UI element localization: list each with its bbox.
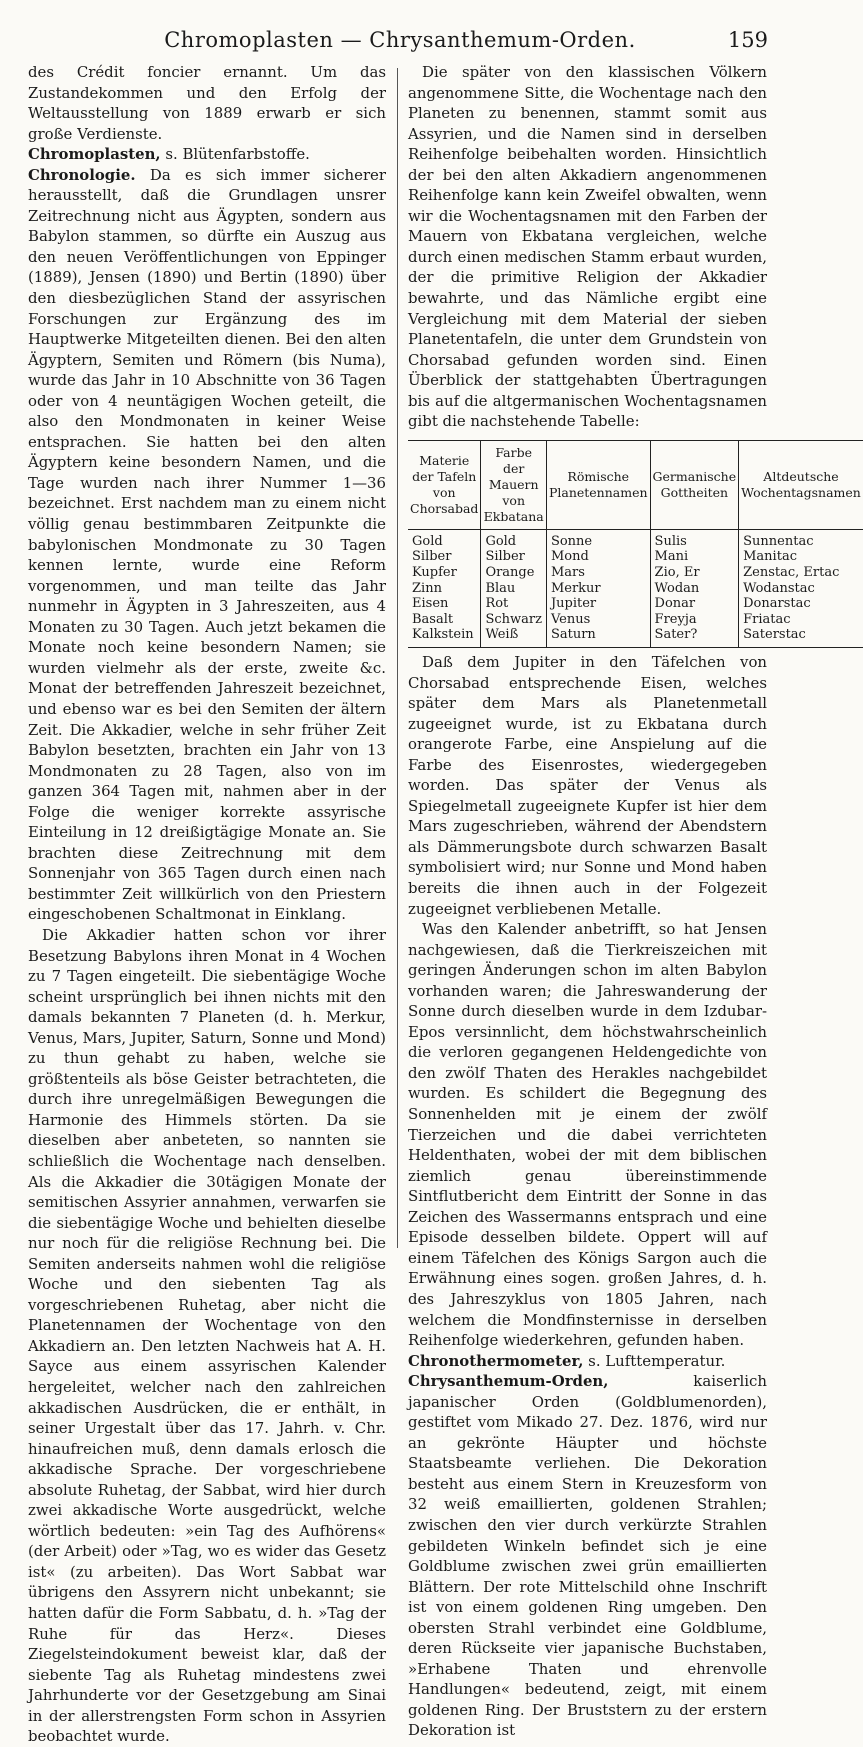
headword: Chronologie. xyxy=(28,165,136,184)
table-row xyxy=(408,529,863,549)
table-cell: Wodanstac xyxy=(739,581,863,597)
headword: Chrysanthemum-Orden, xyxy=(408,1372,609,1391)
table-cell: Schwarz xyxy=(481,612,547,628)
page-number: 159 xyxy=(727,28,768,52)
table-cell: Mani xyxy=(650,549,739,565)
table-row xyxy=(408,549,863,565)
table-cell: Blau xyxy=(481,581,547,597)
table-cell: Sunnentac xyxy=(739,529,863,549)
table-row xyxy=(408,596,863,612)
column-rule xyxy=(397,68,398,1248)
table-cell: Rot xyxy=(481,596,547,612)
paragraph: Die Akkadier hatten schon vor ihrer Besetzung Babylons ihren Monat in 4 Wochen zu 7 Tagen eingeteilt. Die siebentägige Woche scheint ursprünglich bei ihnen nichts mit den damals bekannten 7 Planeten (d. h. Merkur, Venus, Mars, Jupiter, Saturn, Sonne und Mond) zu thun gehabt zu haben, welche sie größtenteils als böse Geister betrachteten, die durch ihre unregelmäßigen Bewegungen die Harmonie des Himmels störten. Da sie dieselben aber anbeteten, so nannten sie schließlich die Wochentage nach denselben. Als die Akkadier die 30tägigen Monate der semitischen Assyrier annahmen, verwarfen sie die siebentägige Woche und behielten dieselbe nur noch für die religiöse Rechnung bei. Die Semiten anderseits nahmen wohl die religiöse Woche und den siebenten Tag als vorgeschriebenen Ruhetag, aber nicht die Planetennamen der Wochentage von den Akkadiern an. Den letzten Nachweis hat A. H. Sayce aus einem assyrischen Kalender hergeleitet, welcher nach den zahlreichen akkadischen Ausdrücken, die er enthält, in seiner Urgestalt über das 17. Jahrh. v. Chr. hinaufreichen muß, denn damals erlosch die akkadische Sprache. Der vorgeschriebene absolute Ruhetag, der Sabbat, wird hier durch zwei akkadische Worte ausgedrückt, welche wörtlich bedeuten: »ein Tag des Aufhörens« (der Arbeit) oder »Tag, wo es wider das Gesetz ist« (zu arbeiten). Das Wort Sabbat war übrigens den Assyrern nicht unbekannt; sie hatten dafür die Form Sabbatu, d. h. »Tag der Ruhe für das Herz«. Dieses Ziegelsteindokument beweist klar, daß der siebente Tag als Ruhetag mindestens zwei Jahrhunderte vor der Gesetzgebung am Sinai in der allerstrengsten Form schon in Assyrien beobachtet wurde. xyxy=(28,925,386,1746)
table-cell: Weiß xyxy=(481,627,547,647)
table-cell: Orange xyxy=(481,565,547,581)
table-header-row xyxy=(408,440,863,529)
table-cell: Freyja xyxy=(650,612,739,628)
table-cell: Mond xyxy=(546,549,650,565)
entry-chrysanthemum-orden: Chrysanthemum-Orden, kaiserlich japanischer Orden (Goldblumenorden), gestiftet vom Mikado 27. Dez. 1876, wird nur an gekrönte Häupter und höchste Staatsbeamte verliehen. Die Dekoration besteht aus einem Stern in Kreuzesform von 32 weiß emaillierten, goldenen Strahlen; zwischen den vier durch verkürzte Strahlen gebildeten Winkeln befindet sich je eine Goldblume zwischen zwei grün emaillierten Blättern. Der rote Mittelschild ohne Inschrift ist von einem goldenen Ring umgeben. Den obersten Strahl verbindet eine Goldblume, deren Rückseite vier japanische Buchstaben, »Erhabene Thaten und ehrenvolle Handlungen« bedeutend, zeigt, mit einem goldenen Ring. Der Bruststern zu der erstern Dekoration ist xyxy=(408,1372,767,1740)
entry-chronologie: Chronologie. Da es sich immer sicherer herausstellt, daß die Grundlagen unsrer Zeitrechnung nicht aus Ägypten, sondern aus Babylon stammen, so dürfte ein Auszug aus den neuen Veröffentlichungen von Eppinger (1889), Jensen (1890) und Bertin (1890) über den diesbezüglichen Stand der assyrischen Forschungen zur Ergänzung des im Hauptwerke Mitgeteilten dienen. Bei den alten Ägyptern, Semiten und Römern (bis Numa), wurde das Jahr in 10 Abschnitte von 36 Tagen oder von 4 neuntägigen Wochen geteilt, die also den Mondmonaten in keiner Weise entsprachen. Sie hatten bei den alten Ägyptern keine besondern Namen, und die Tage wurden nach ihrer Nummer 1—36 bezeichnet. Erst nachdem man zu einem nicht völlig genau bestimmbaren Zeitpunkte die babylonischen Mondmonate zu 30 Tagen kennen lernte, wurde eine Reform vorgenommen, und man teilte das Jahr nunmehr in Ägypten in 3 Jahreszeiten, aus 4 Monaten zu 30 Tagen. Auch jetzt bekamen die Monate noch keine besondern Namen; sie wurden vielmehr als der erste, zweite &c. Monat der betreffenden Jahreszeit bezeichnet, und ebenso war es bei den Semiten der ältern Zeit. Die Akkadier, welche in sehr früher Zeit Babylon besetzten, brachten ein Jahr von 13 Mondmonaten zu 28 Tagen, also von im ganzen 364 Tagen mit, nahmen aber in der Folge die weniger korrekte assyrische Einteilung in 12 dreißigtägige Monate an. Sie brachten diese Zeitrechnung mit dem Sonnenjahr von 365 Tagen durch einen nach bestimmter Zeit willkürlich von den Priestern eingeschobenen Schaltmonat in Einklang. xyxy=(28,165,386,924)
table-cell: Donarstac xyxy=(739,596,863,612)
table-cell: Silber xyxy=(481,549,547,565)
table-row xyxy=(408,581,863,597)
table-row xyxy=(408,627,863,647)
table-cell: Zio, Er xyxy=(650,565,739,581)
paragraph: des Crédit foncier ernannt. Um das Zustandekommen und den Erfolg der Weltausstellung von 1889 erwarb er sich große Verdienste. xyxy=(28,63,386,143)
table-cell: Saterstac xyxy=(739,627,863,647)
table-cell: Sonne xyxy=(546,529,650,549)
table-cell: Kalkstein xyxy=(412,627,474,643)
table-cell: Kupfer xyxy=(412,565,457,581)
column-header: Materie der Tafeln von Chorsabad xyxy=(408,440,481,529)
headword: Chronothermometer, xyxy=(408,1351,584,1370)
entry-chronothermometer: Chronothermometer, s. Lufttemperatur. xyxy=(408,1351,726,1370)
table-cell: Merkur xyxy=(546,581,650,597)
paragraph: Daß dem Jupiter in den Täfelchen von Chorsabad entsprechende Eisen, welches später dem Mars als Planetenmetall zugeeignet wurde, ist zu Ekbatana durch orangerote Farbe, eine Anspielung auf die Farbe des Eisenrostes, wiedergegeben worden. Das später der Venus als Spiegelmetall zugeeignete Kupfer ist hier dem Mars zugeschrieben, während der Abendstern als Dämmerungsbote durch schwarzen Basalt symbolisiert wird; nur Sonne und Mond haben bereits die ihnen auch in der Folgezeit zugeeignet verbliebenen Metalle. xyxy=(408,653,767,918)
table-row xyxy=(408,565,863,581)
headword: Chromoplasten, xyxy=(28,145,161,164)
table-cell: Friatac xyxy=(739,612,863,628)
table-cell: Silber xyxy=(412,549,452,565)
table-cell: Venus xyxy=(546,612,650,628)
page-header xyxy=(0,0,800,62)
paragraph: Was den Kalender anbetrifft, so hat Jensen nachgewiesen, daß die Tierkreiszeichen mit geringen Änderungen schon im alten Babylon vorhanden waren; die Jahreswanderung der Sonne durch dieselben wurde in dem Izdubar-Epos versinnlicht, dem höchstwahrscheinlich die verloren gegangenen Heldengedichte von den zwölf Thaten des Herakles nachgebildet wurden. Es schildert die Begegnung des Sonnenhelden mit je einem der zwölf Tierzeichen und die dabei verrichteten Heldenthaten, wobei der mit dem biblischen ziemlich genau übereinstimmende Sintflutbericht dem Eintritt der Sonne in das Zeichen des Wassermanns entsprach und eine Episode desselben bildete. Oppert will auf einem Täfelchen des Königs Sargon auch die Erwähnung eines sogen. großen Jahres, d. h. des Jahreszyklus von 1805 Jahren, nach welchem die Mondfinsternisse in derselben Reihenfolge wiederkehren, gefunden haben. xyxy=(408,920,767,1350)
table-cell: Saturn xyxy=(546,627,650,647)
table-cell: Gold xyxy=(412,533,443,549)
weekday-names-table xyxy=(408,440,863,648)
table-cell: Zinn xyxy=(412,580,442,596)
table-cell: Gold xyxy=(481,529,547,549)
table-cell: Sulis xyxy=(650,529,739,549)
table-cell: Wodan xyxy=(650,581,739,597)
table-cell: Mars xyxy=(546,565,650,581)
running-title: Chromoplasten — Chrysanthemum-Orden. xyxy=(164,28,636,52)
table-row xyxy=(408,612,863,628)
table-cell: Zenstac, Ertac xyxy=(739,565,863,581)
column-header: Altdeutsche Wochentagsnamen xyxy=(739,440,863,529)
table-cell: Sater? xyxy=(650,627,739,647)
column-header: Farbe der Mauern von Ekbatana xyxy=(481,440,547,529)
column-header: Römische Planetennamen xyxy=(546,440,650,529)
left-column xyxy=(28,62,386,1747)
table-cell: Eisen xyxy=(412,596,449,612)
column-header: Germanische Gottheiten xyxy=(650,440,739,529)
table-cell: Donar xyxy=(650,596,739,612)
table-cell: Jupiter xyxy=(546,596,650,612)
table-cell: Basalt xyxy=(412,611,454,627)
entry-chromoplasten: Chromoplasten, s. Blütenfarbstoffe. xyxy=(28,145,310,164)
table-cell: Manitac xyxy=(739,549,863,565)
right-column xyxy=(408,62,861,1741)
paragraph: Die später von den klassischen Völkern angenommene Sitte, die Wochentage nach den Planeten zu benennen, stammt somit aus Assyrien, und die Namen sind in derselben Reihenfolge beibehalten worden. Hinsichtlich der bei den alten Akkadiern angenommenen Reihenfolge kann kein Zweifel obwalten, wenn wir die Wochentagsnamen mit den Farben der Mauern von Ekbatana vergleichen, welche durch einen medischen Stamm erbaut wurden, der die primitive Religion der Akkadier bewahrte, und das Nämliche ergibt eine Vergleichung mit dem Material der sieben Planetentafeln, die unter dem Grundstein von Chorsabad gefunden worden sind. Einen Überblick der stattgehabten Übertragungen bis auf die altgermanischen Wochentagsnamen gibt die nachstehende Tabelle: xyxy=(408,63,767,431)
